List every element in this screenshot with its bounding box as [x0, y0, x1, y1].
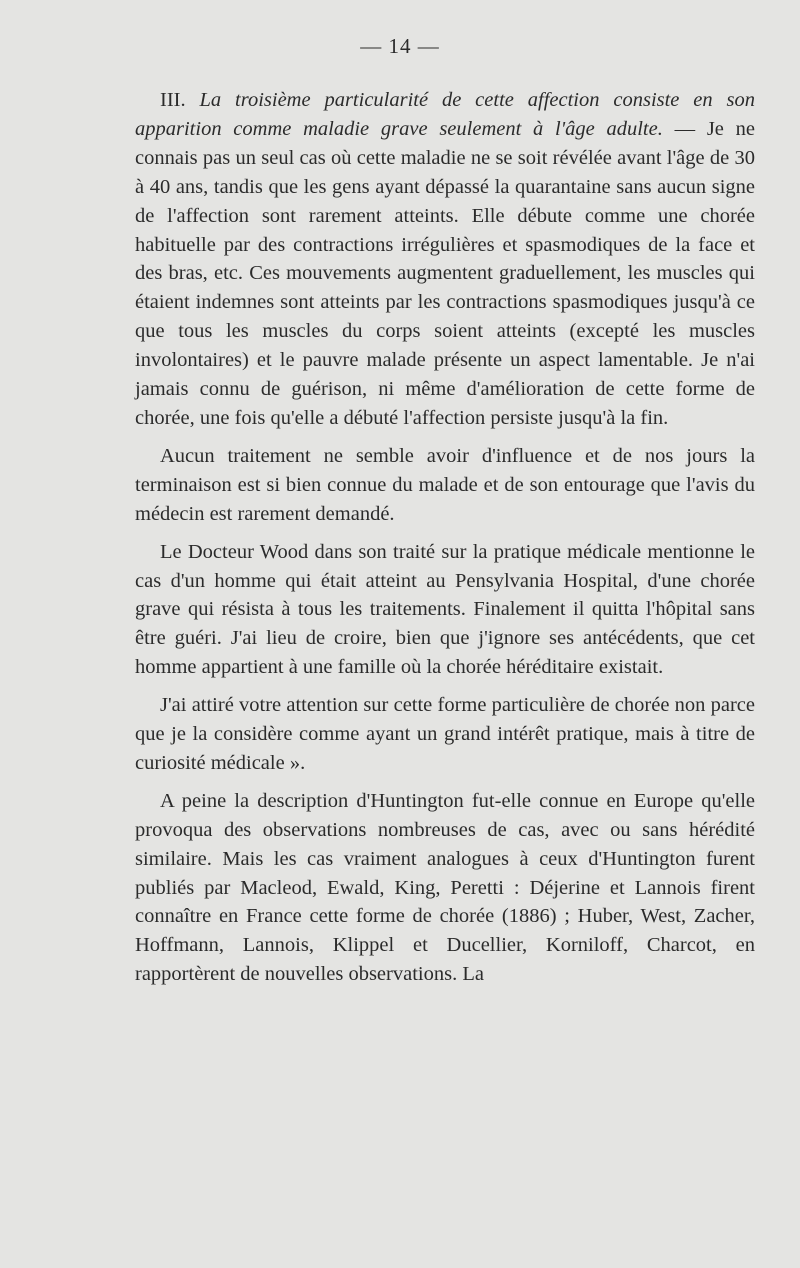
section-numeral: III.	[160, 89, 186, 111]
paragraph-4: J'ai attiré votre attention sur cette forme particulière de chorée non parce que je la considère comme ayant un grand intérêt pratique, mais à titre de curiosité médicale ».	[135, 694, 755, 774]
page-text	[135, 86, 755, 998]
paragraph-1	[135, 86, 755, 433]
page-number: — 14 —	[360, 34, 440, 58]
paragraph-2: Aucun traitement ne semble avoir d'influence et de nos jours la terminaison est si bien connue du malade et de son entourage que l'avis du médecin est rarement demandé.	[135, 444, 755, 525]
paragraph-1-text: — Je ne connais pas un seul cas où cette maladie ne se soit révélée avant l'âge de 30 à 40 ans, tandis que les gens ayant dépassé la quarantaine sans aucun signe de l'affection sont rarement atteints. Elle débute comme une chorée habituelle par des contractions irrégulières et spasmodiques de la face et des bras, etc. Ces mouvements augmentent graduellement, les muscles qui étaient indemnes sont atteints par les contractions spasmodiques jusqu'à ce que tous les muscles du corps soient atteints (excepté les muscles involontaires) et le pauvre malade présente un aspect lamentable. Je n'ai jamais connu de guérison, ni même d'amélioration de cette forme de chorée, une fois qu'elle a débuté l'affection persiste jusqu'à la fin.	[135, 117, 755, 429]
paragraph-3: Le Docteur Wood dans son traité sur la pratique médicale mentionne le cas d'un homme qui était atteint au Pensylvania Hospital, d'une chorée grave qui résista à tous les traitements. Finalement il quitta l'hôpital sans être guéri. J'ai lieu de croire, bien que j'ignore ses antécédents, que cet homme appartient à une famille où la chorée héréditaire existait.	[135, 540, 755, 679]
paragraph-5: A peine la description d'Huntington fut-elle connue en Europe qu'elle provoqua des observations nombreuses de cas, avec ou sans hérédité similaire. Mais les cas vraiment analogues à ceux d'Huntington furent publiés par Macleod, Ewald, King, Peretti : Déjerine et Lannois firent connaître en France cette forme de chorée (1886) ; Huber, West, Zacher, Hoffmann, Lannois, Klippel et Ducellier, Korniloff, Charcot, en rapportèrent de nouvelles observations. La	[135, 789, 755, 986]
section-heading-italic: La troisième particularité de cette affection consiste en son apparition comme maladie grave seulement à l'âge adulte.	[135, 89, 755, 140]
